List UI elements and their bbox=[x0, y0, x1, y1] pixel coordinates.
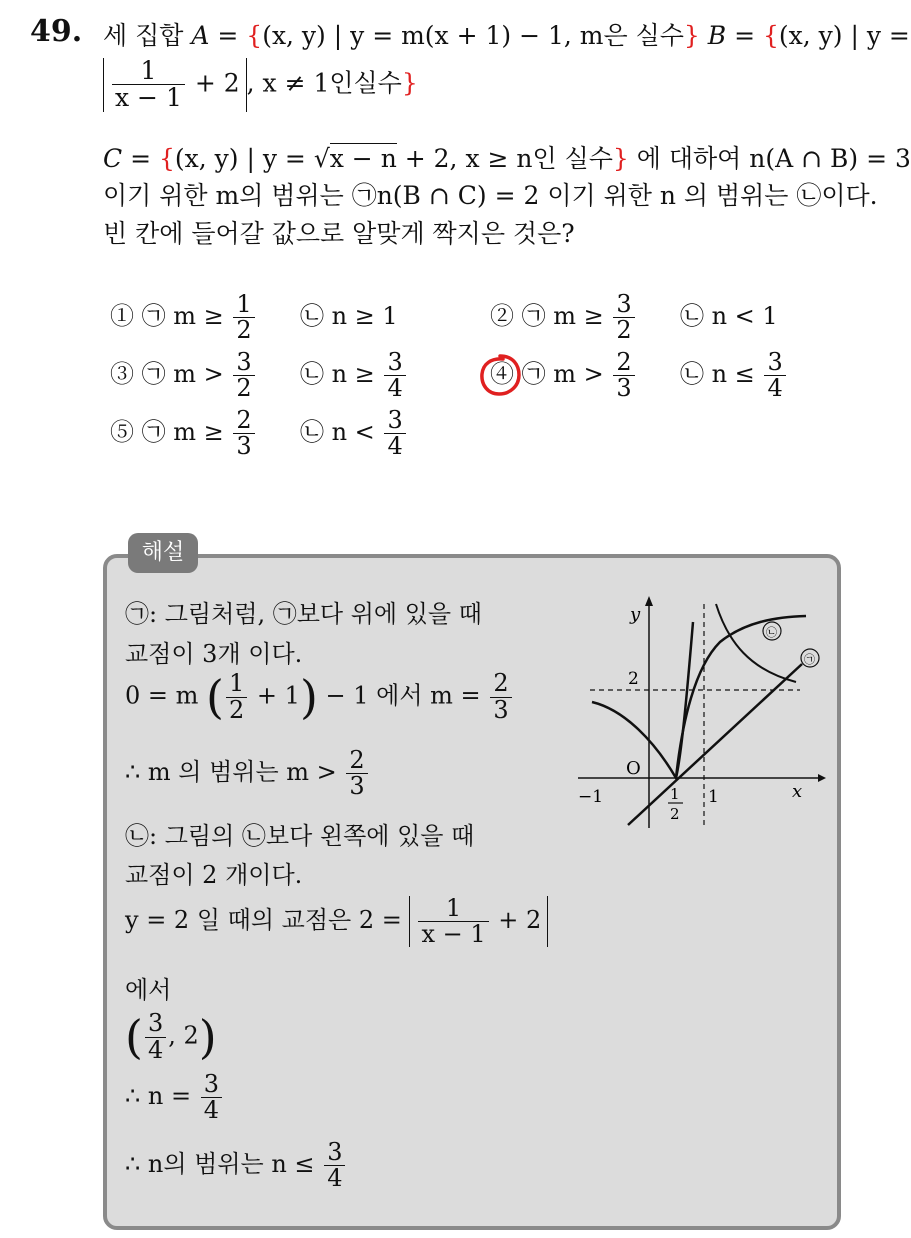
solution-tag: 해설 bbox=[128, 533, 198, 573]
set-b-tail: , x ≠ 1인실수 bbox=[246, 68, 402, 98]
numerator: 2 bbox=[236, 406, 252, 434]
s7-fraction bbox=[418, 896, 488, 947]
line1-prefix: 세 집합 bbox=[103, 21, 184, 50]
denominator: 4 bbox=[384, 375, 405, 401]
question-line-3 bbox=[103, 139, 911, 175]
numerator: 3 bbox=[236, 348, 252, 376]
choice-a-op: ㉠ m ≥ bbox=[141, 302, 224, 331]
solution-line-11 bbox=[125, 1140, 347, 1191]
numerator: 2 bbox=[616, 348, 632, 376]
s7-prefix: y = 2 일 때의 교점은 2 = bbox=[125, 906, 402, 935]
set-b-label: B bbox=[707, 21, 727, 50]
s9-fraction bbox=[145, 1011, 166, 1062]
curve-c bbox=[676, 616, 806, 778]
numerator: 3 bbox=[327, 1138, 343, 1166]
denominator: 4 bbox=[201, 1097, 222, 1123]
equals-c: = bbox=[130, 144, 152, 173]
s10-prefix: ∴ n = bbox=[125, 1082, 192, 1111]
y-axis-label: y bbox=[630, 604, 641, 625]
denominator: 4 bbox=[324, 1165, 345, 1191]
choice-number: ③ bbox=[110, 360, 134, 389]
x-axis-arrow bbox=[818, 774, 826, 782]
s3-plus: + 1 bbox=[256, 681, 300, 710]
question-line-5: 빈 칸에 들어갈 값으로 알맞게 짝지은 것은? bbox=[103, 219, 575, 248]
y-axis-arrow bbox=[645, 596, 653, 606]
choice-1[interactable] bbox=[110, 292, 398, 343]
sqrt-sign: √ bbox=[313, 144, 330, 173]
set-b-body: (x, y) | y = bbox=[778, 21, 910, 50]
solution-line-5: ㉡: 그림의 ㉡보다 왼쪽에 있을 때 bbox=[125, 822, 475, 850]
choice-a-op: ㉠ m > bbox=[521, 360, 604, 389]
choice-a-op: ㉠ m ≥ bbox=[141, 418, 224, 447]
solution-line-9 bbox=[125, 1010, 217, 1064]
numerator: 3 bbox=[147, 1009, 164, 1038]
numerator: 1 bbox=[445, 894, 462, 922]
numerator: 3 bbox=[616, 290, 632, 318]
s3-suffix: − 1 에서 m = bbox=[325, 681, 481, 710]
choice-a-op: ㉠ m > bbox=[141, 360, 224, 389]
frac-numerator: 1 bbox=[140, 56, 157, 85]
set-a-open-brace: { bbox=[246, 21, 263, 50]
choice-a-fraction bbox=[613, 292, 634, 343]
s4-prefix: ∴ m 의 범위는 m > bbox=[125, 758, 337, 787]
denominator: 4 bbox=[384, 433, 405, 459]
solution-line-8: 에서 bbox=[125, 976, 172, 1004]
curve-label-b: ㉡ bbox=[766, 626, 777, 639]
choice-a-fraction bbox=[233, 292, 254, 343]
choice-number: ⑤ bbox=[110, 418, 134, 447]
choice-number: ① bbox=[110, 302, 134, 331]
condition-1: 에 대하여 n(A ∩ B) = 3 bbox=[636, 144, 911, 173]
set-c-open-brace: { bbox=[159, 144, 175, 173]
choice-b-op: ㉡ n ≤ bbox=[679, 360, 755, 389]
numerator: 3 bbox=[203, 1070, 220, 1098]
numerator: 1 bbox=[229, 669, 245, 698]
close-paren: ) bbox=[198, 1010, 217, 1064]
choice-b-op: ㉡ n ≥ 1 bbox=[299, 302, 398, 331]
sqrt-radicand: x − n bbox=[329, 144, 397, 173]
choice-a-fraction bbox=[233, 350, 254, 401]
tick-neg1: −1 bbox=[578, 787, 604, 807]
denominator: 4 bbox=[764, 375, 785, 401]
choice-3[interactable] bbox=[110, 350, 408, 401]
set-b-open-brace: { bbox=[763, 21, 779, 50]
choice-a-op: ㉠ m ≥ bbox=[521, 302, 604, 331]
numerator: 2 bbox=[493, 669, 509, 698]
s10-fraction bbox=[201, 1072, 222, 1123]
solution-line-3 bbox=[125, 670, 514, 724]
origin-label: O bbox=[626, 758, 641, 779]
abs-value-expression bbox=[103, 58, 247, 112]
question-line-2 bbox=[103, 58, 418, 112]
solution-line-1: ㉠: 그림처럼, ㉠보다 위에 있을 때 bbox=[125, 600, 482, 628]
tick-two: 2 bbox=[628, 669, 639, 689]
curve-label-a: ㉠ bbox=[804, 653, 815, 666]
denominator: 2 bbox=[226, 697, 247, 723]
choice-4[interactable] bbox=[490, 350, 788, 401]
solution-line-4 bbox=[125, 748, 370, 799]
denominator: 2 bbox=[613, 317, 634, 343]
open-paren: ( bbox=[125, 1010, 143, 1064]
tick-one: 1 bbox=[708, 787, 719, 807]
set-b-plus: + 2 bbox=[194, 68, 240, 98]
close-paren: ) bbox=[299, 670, 318, 724]
choice-a-fraction bbox=[233, 408, 254, 459]
curve-b-right-branch bbox=[716, 604, 796, 682]
denominator: 2 bbox=[233, 317, 254, 343]
question-line-1 bbox=[103, 16, 910, 52]
answer-mark-circle bbox=[477, 352, 523, 398]
choice-a-fraction bbox=[613, 350, 634, 401]
set-c-body-1: (x, y) | y = bbox=[174, 144, 314, 173]
set-b-fraction bbox=[112, 58, 185, 112]
equals: = bbox=[217, 21, 239, 50]
choice-number: ④ bbox=[490, 360, 514, 389]
s3-result-fraction bbox=[490, 671, 511, 722]
s7-abs-expression bbox=[409, 896, 548, 947]
numerator: 3 bbox=[387, 348, 403, 376]
open-paren: ( bbox=[206, 670, 224, 724]
solution-line-6: 교점이 2 개이다. bbox=[125, 861, 303, 889]
choice-b-fraction bbox=[384, 350, 405, 401]
denominator: 3 bbox=[233, 433, 254, 459]
choice-number: ② bbox=[490, 302, 514, 331]
s4-fraction bbox=[346, 748, 367, 799]
solution-graph bbox=[570, 592, 830, 842]
s11-fraction bbox=[324, 1140, 345, 1191]
set-c-body-2: + 2, x ≥ n인 실수 bbox=[404, 144, 613, 173]
s7-plus: + 2 bbox=[498, 906, 542, 935]
set-c-label: C bbox=[103, 144, 123, 173]
denominator: 3 bbox=[346, 773, 367, 799]
choice-b-fraction bbox=[764, 350, 785, 401]
equals-b: = bbox=[734, 21, 756, 50]
choice-2[interactable] bbox=[490, 292, 778, 343]
set-a-body: (x, y) | y = m(x + 1) − 1, m은 실수 bbox=[262, 21, 684, 50]
choice-b-op: ㉡ n < bbox=[299, 418, 375, 447]
solution-line-2: 교점이 3개 이다. bbox=[125, 640, 303, 668]
frac-denominator: x − 1 bbox=[112, 84, 185, 111]
solution-line-7 bbox=[125, 896, 548, 947]
numerator: 2 bbox=[349, 746, 365, 774]
denominator: 3 bbox=[613, 375, 634, 401]
choice-b-op: ㉡ n ≥ bbox=[299, 360, 375, 389]
tick-half-den: 2 bbox=[670, 805, 680, 823]
question-line-4: 이기 위한 m의 범위는 ㉠n(B ∩ C) = 2 이기 위한 n 의 범위는 ㉡이다. bbox=[103, 181, 878, 210]
numerator: 1 bbox=[236, 290, 252, 318]
tick-half-num: 1 bbox=[670, 785, 680, 803]
question-number: 49. bbox=[30, 14, 83, 49]
set-b-close-brace: } bbox=[401, 68, 418, 98]
choice-b-op: ㉡ n < 1 bbox=[679, 302, 778, 331]
s11-prefix: ∴ n의 범위는 n ≤ bbox=[125, 1150, 315, 1179]
s9-y: , 2 bbox=[168, 1021, 199, 1050]
choice-b-fraction bbox=[384, 408, 405, 459]
set-c-close-brace: } bbox=[612, 144, 629, 173]
numerator: 3 bbox=[767, 348, 783, 376]
set-a-label: A bbox=[191, 21, 210, 50]
s3-fraction bbox=[226, 671, 247, 722]
set-a-close-brace: } bbox=[683, 21, 700, 50]
denominator: 4 bbox=[145, 1037, 166, 1063]
numerator: 3 bbox=[387, 406, 403, 434]
solution-line-10 bbox=[125, 1072, 224, 1123]
x-axis-label: x bbox=[792, 781, 803, 802]
choice-5[interactable] bbox=[110, 408, 408, 459]
s3-prefix: 0 = m bbox=[125, 681, 199, 710]
denominator: 2 bbox=[233, 375, 254, 401]
denominator: 3 bbox=[490, 697, 511, 723]
denominator: x − 1 bbox=[418, 921, 488, 947]
